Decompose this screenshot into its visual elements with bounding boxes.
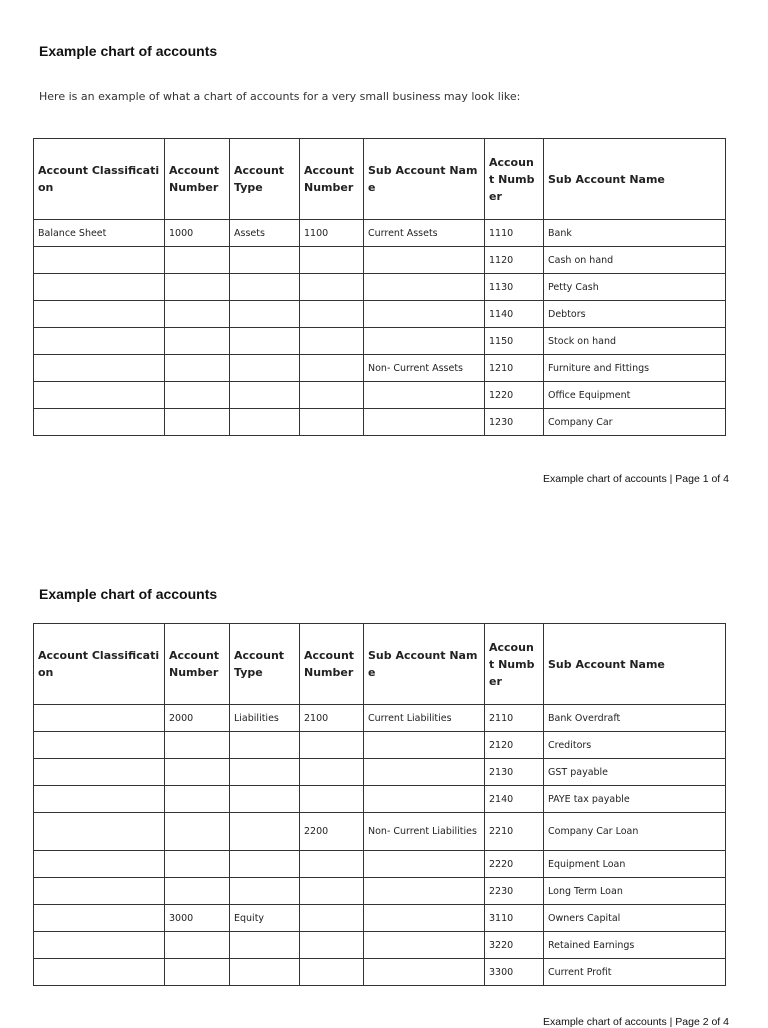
header-sub-account-name: Sub Account Name	[544, 624, 726, 705]
table-row	[34, 274, 726, 301]
account-number-cell	[165, 813, 230, 851]
table-row	[34, 355, 726, 382]
sub-account-number-cell: 1220	[485, 382, 544, 409]
sub-account-name-cell: Non- Current Liabilities	[364, 813, 485, 851]
account-number-cell	[300, 932, 364, 959]
account-type-cell	[230, 409, 300, 436]
sub-account-number-cell: 1210	[485, 355, 544, 382]
sub-account-name-cell	[364, 905, 485, 932]
account-number-cell	[300, 409, 364, 436]
sub-account-name-cell: Current Assets	[364, 220, 485, 247]
table-row	[34, 247, 726, 274]
account-classification-cell	[34, 851, 165, 878]
account-classification-cell	[34, 328, 165, 355]
sub-account-name-cell	[364, 932, 485, 959]
sub-account-name-cell: Bank Overdraft	[544, 705, 726, 732]
header-account-type: Account Type	[230, 624, 300, 705]
sub-account-name-cell: GST payable	[544, 759, 726, 786]
table-row	[34, 301, 726, 328]
sub-account-number-cell: 2140	[485, 786, 544, 813]
account-number-cell	[300, 786, 364, 813]
account-type-cell	[230, 932, 300, 959]
account-classification-cell	[34, 878, 165, 905]
header-account-classification: Account Classification	[34, 624, 165, 705]
sub-account-name-cell	[364, 382, 485, 409]
sub-account-name-cell: Company Car	[544, 409, 726, 436]
table-row	[34, 932, 726, 959]
sub-account-name-cell	[364, 851, 485, 878]
account-type-cell	[230, 813, 300, 851]
account-number-cell	[165, 932, 230, 959]
account-number-cell	[300, 759, 364, 786]
table-row	[34, 878, 726, 905]
account-classification-cell	[34, 274, 165, 301]
table-row	[34, 705, 726, 732]
page-title: Example chart of accounts	[39, 43, 218, 59]
table-row	[34, 732, 726, 759]
intro-text: Here is an example of what a chart of accounts for a very small business may look like:	[39, 90, 521, 103]
account-number-cell	[165, 355, 230, 382]
sub-account-name-cell: Company Car Loan	[544, 813, 726, 851]
sub-account-number-cell: 3110	[485, 905, 544, 932]
account-classification-cell	[34, 813, 165, 851]
account-number-cell	[300, 247, 364, 274]
account-number-cell	[300, 732, 364, 759]
header-sub-account-name: Sub Account Name	[364, 624, 485, 705]
account-number-cell	[165, 409, 230, 436]
table-row	[34, 382, 726, 409]
account-number-cell	[300, 878, 364, 905]
header-account-number: Account Number	[300, 624, 364, 705]
account-number-cell: 1000	[165, 220, 230, 247]
sub-account-name-cell: PAYE tax payable	[544, 786, 726, 813]
sub-account-name-cell: Bank	[544, 220, 726, 247]
table-row	[34, 905, 726, 932]
sub-account-number-cell: 2220	[485, 851, 544, 878]
account-number-cell	[165, 328, 230, 355]
account-number-cell	[165, 274, 230, 301]
sub-account-number-cell: 1130	[485, 274, 544, 301]
account-number-cell: 2200	[300, 813, 364, 851]
account-number-cell: 2100	[300, 705, 364, 732]
sub-account-name-cell	[364, 328, 485, 355]
page-footer: Example chart of accounts | Page 2 of 4	[542, 1016, 729, 1028]
table-header-row	[34, 139, 726, 220]
sub-account-name-cell	[364, 786, 485, 813]
account-number-cell	[165, 851, 230, 878]
sub-account-number-cell: 2110	[485, 705, 544, 732]
header-account-classification: Account Classification	[34, 139, 165, 220]
sub-account-name-cell: Debtors	[544, 301, 726, 328]
sub-account-name-cell: Furniture and Fittings	[544, 355, 726, 382]
account-number-cell: 3000	[165, 905, 230, 932]
sub-account-name-cell	[364, 409, 485, 436]
account-classification-cell	[34, 247, 165, 274]
account-number-cell	[165, 878, 230, 905]
sub-account-number-cell: 2210	[485, 813, 544, 851]
sub-account-number-cell: 1120	[485, 247, 544, 274]
table-row	[34, 759, 726, 786]
sub-account-number-cell: 2120	[485, 732, 544, 759]
header-account-number: Account Number	[165, 624, 230, 705]
account-type-cell	[230, 301, 300, 328]
chart-of-accounts-table	[33, 138, 726, 436]
sub-account-name-cell	[364, 247, 485, 274]
account-number-cell	[300, 274, 364, 301]
account-classification-cell: Balance Sheet	[34, 220, 165, 247]
account-classification-cell	[34, 959, 165, 986]
account-type-cell	[230, 274, 300, 301]
chart-of-accounts-table	[33, 623, 726, 986]
sub-account-number-cell: 1140	[485, 301, 544, 328]
account-number-cell	[165, 732, 230, 759]
sub-account-name-cell: Retained Earnings	[544, 932, 726, 959]
account-classification-cell	[34, 382, 165, 409]
sub-account-name-cell	[364, 301, 485, 328]
account-number-cell	[165, 247, 230, 274]
table-row	[34, 786, 726, 813]
sub-account-name-cell	[364, 959, 485, 986]
sub-account-number-cell: 2230	[485, 878, 544, 905]
header-sub-account-number: Account Number	[485, 624, 544, 705]
sub-account-name-cell: Office Equipment	[544, 382, 726, 409]
sub-account-name-cell	[364, 274, 485, 301]
header-account-number: Account Number	[300, 139, 364, 220]
account-type-cell	[230, 786, 300, 813]
sub-account-name-cell: Stock on hand	[544, 328, 726, 355]
account-number-cell: 2000	[165, 705, 230, 732]
account-type-cell	[230, 959, 300, 986]
account-number-cell	[165, 382, 230, 409]
account-type-cell	[230, 355, 300, 382]
table-row	[34, 409, 726, 436]
sub-account-name-cell: Petty Cash	[544, 274, 726, 301]
account-type-cell	[230, 247, 300, 274]
account-classification-cell	[34, 705, 165, 732]
account-classification-cell	[34, 786, 165, 813]
table-row	[34, 813, 726, 851]
account-type-cell	[230, 851, 300, 878]
account-type-cell	[230, 759, 300, 786]
account-classification-cell	[34, 759, 165, 786]
table-row	[34, 959, 726, 986]
sub-account-name-cell	[364, 759, 485, 786]
account-type-cell	[230, 878, 300, 905]
account-classification-cell	[34, 932, 165, 959]
sub-account-number-cell: 1150	[485, 328, 544, 355]
account-number-cell	[300, 959, 364, 986]
page-title: Example chart of accounts	[39, 586, 218, 602]
sub-account-number-cell: 1230	[485, 409, 544, 436]
account-classification-cell	[34, 905, 165, 932]
table-row	[34, 328, 726, 355]
header-account-type: Account Type	[230, 139, 300, 220]
table-row	[34, 851, 726, 878]
account-classification-cell	[34, 409, 165, 436]
account-number-cell	[300, 355, 364, 382]
sub-account-name-cell	[364, 732, 485, 759]
account-number-cell	[300, 301, 364, 328]
header-sub-account-number: Account Number	[485, 139, 544, 220]
account-number-cell	[300, 851, 364, 878]
sub-account-number-cell: 2130	[485, 759, 544, 786]
sub-account-name-cell: Owners Capital	[544, 905, 726, 932]
header-sub-account-name: Sub Account Name	[364, 139, 485, 220]
account-number-cell	[165, 301, 230, 328]
account-type-cell: Assets	[230, 220, 300, 247]
sub-account-name-cell: Non- Current Assets	[364, 355, 485, 382]
sub-account-number-cell: 3220	[485, 932, 544, 959]
account-number-cell	[300, 382, 364, 409]
sub-account-name-cell: Current Profit	[544, 959, 726, 986]
account-type-cell	[230, 382, 300, 409]
account-classification-cell	[34, 355, 165, 382]
account-number-cell	[165, 759, 230, 786]
sub-account-number-cell: 1110	[485, 220, 544, 247]
header-sub-account-name: Sub Account Name	[544, 139, 726, 220]
sub-account-name-cell: Equipment Loan	[544, 851, 726, 878]
sub-account-name-cell: Current Liabilities	[364, 705, 485, 732]
account-number-cell	[165, 959, 230, 986]
table-row	[34, 220, 726, 247]
account-number-cell	[300, 328, 364, 355]
account-type-cell	[230, 732, 300, 759]
account-number-cell: 1100	[300, 220, 364, 247]
account-classification-cell	[34, 301, 165, 328]
sub-account-name-cell: Long Term Loan	[544, 878, 726, 905]
account-number-cell	[300, 905, 364, 932]
page-footer: Example chart of accounts | Page 1 of 4	[542, 473, 729, 485]
table-header-row	[34, 624, 726, 705]
account-classification-cell	[34, 732, 165, 759]
header-account-number: Account Number	[165, 139, 230, 220]
account-type-cell: Equity	[230, 905, 300, 932]
sub-account-name-cell	[364, 878, 485, 905]
sub-account-name-cell: Creditors	[544, 732, 726, 759]
account-number-cell	[165, 786, 230, 813]
account-type-cell	[230, 328, 300, 355]
account-type-cell: Liabilities	[230, 705, 300, 732]
sub-account-name-cell: Cash on hand	[544, 247, 726, 274]
sub-account-number-cell: 3300	[485, 959, 544, 986]
